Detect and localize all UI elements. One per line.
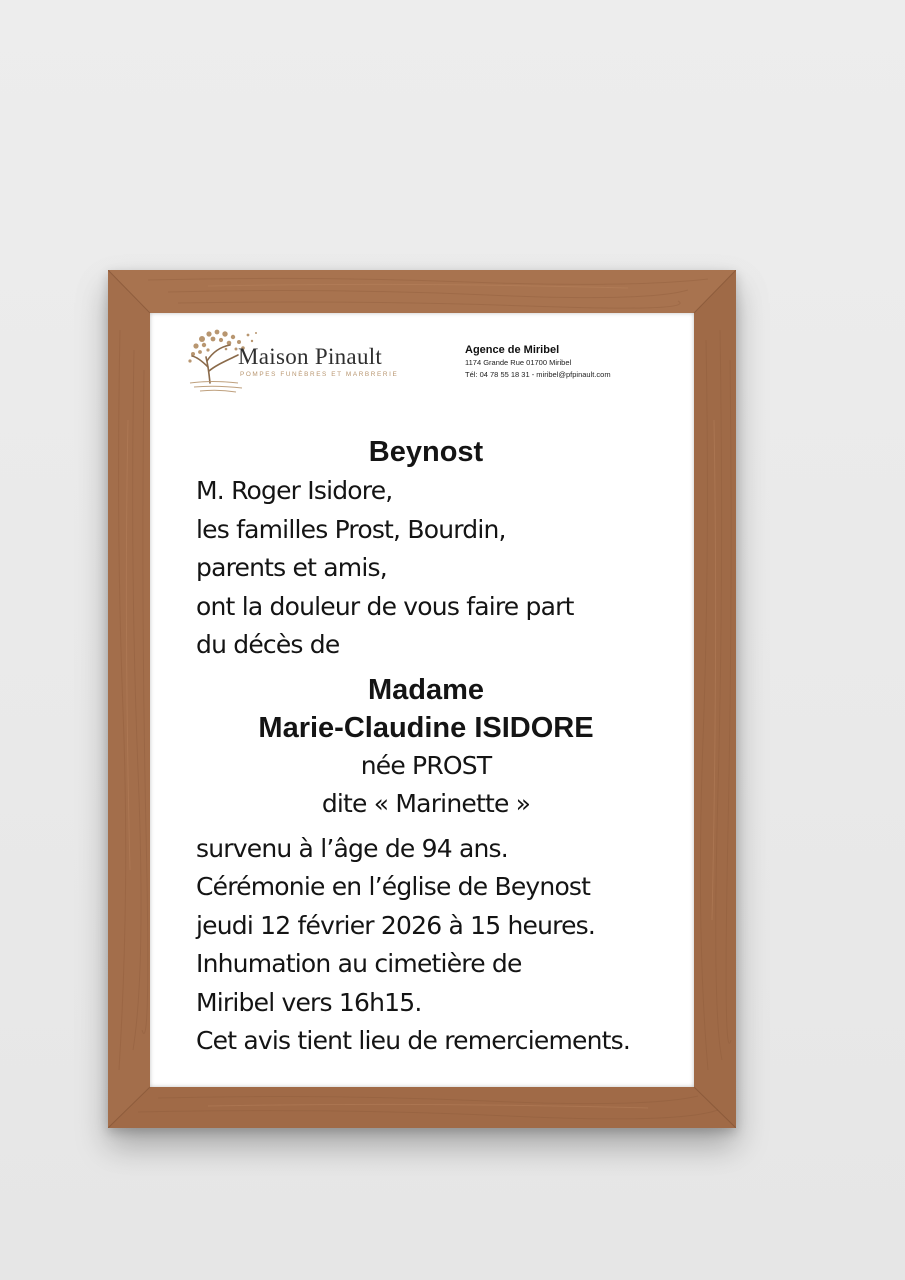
family-line: ont la douleur de vous faire part — [196, 591, 574, 621]
deceased-name: Marie-Claudine ISIDORE — [258, 711, 594, 744]
detail-line: Inhumation au cimetière de — [196, 949, 522, 978]
detail-line: Miribel vers 16h15. — [196, 987, 422, 1017]
agency-address: 1174 Grande Rue 01700 Miribel — [465, 358, 572, 367]
family-line: parents et amis, — [196, 553, 387, 582]
maiden-name: née PROST — [360, 750, 492, 780]
detail-line: Cérémonie en l’église de Beynost — [196, 872, 591, 901]
detail-line: Cet avis tient lieu de remerciements. — [196, 1026, 630, 1055]
detail-line: jeudi 12 février 2026 à 15 heures. — [196, 910, 596, 940]
notice-town: Beynost — [368, 436, 484, 468]
brand-tagline: POMPES FUNÈBRES ET MARBRERIE — [240, 371, 399, 378]
nickname: dite « Marinette » — [321, 789, 531, 818]
brand-name: Maison Pinault — [238, 344, 383, 369]
agency-name: Agence de Miribel — [465, 344, 560, 356]
agency-info — [465, 343, 611, 381]
family-line: M. Roger Isidore, — [196, 476, 393, 505]
family-line: les familles Prost, Bourdin, — [196, 514, 506, 544]
detail-line: survenu à l’âge de 94 ans. — [196, 833, 508, 863]
agency-contact: Tél: 04 78 55 18 31 - miribel@pfpinault.com — [465, 370, 611, 379]
deceased-title: Madame — [367, 673, 485, 706]
family-line: du décès de — [196, 630, 340, 659]
death-notice — [196, 432, 666, 1061]
